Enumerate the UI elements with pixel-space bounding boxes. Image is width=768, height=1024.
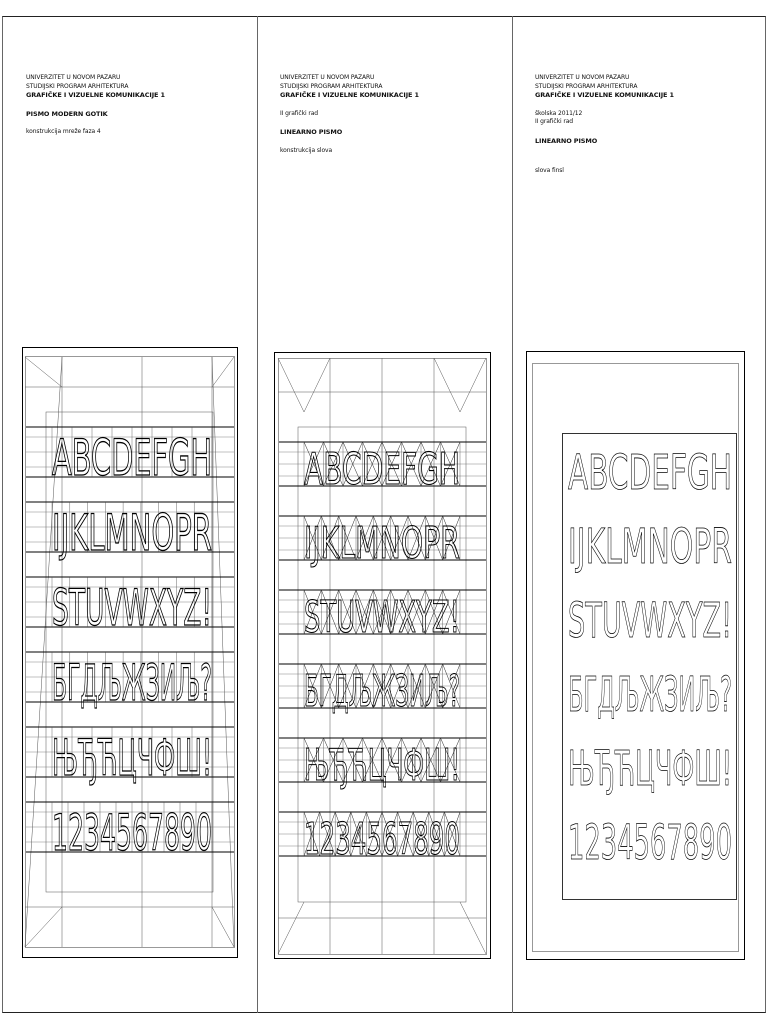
letter-row: 1234567890: [52, 804, 212, 862]
final-letters-drawing: [526, 351, 746, 961]
letter-row: STUVWXYZ!: [52, 579, 212, 637]
school-year: školska 2011/12: [535, 109, 583, 117]
sheet-subtitle: slova finsl: [535, 167, 564, 174]
letter-row: БГДЉЖЗИЉ?: [568, 667, 732, 723]
assignment-note: II grafički rad: [535, 118, 573, 125]
letter-row: IJKLMNOPR: [304, 518, 460, 569]
sheet-subtitle: konstrukcija slova: [280, 146, 333, 154]
letter-row: ABCDEFGH: [304, 444, 460, 495]
letter-row: STUVWXYZ!: [568, 593, 732, 649]
letter-row: STUVWXYZ!: [304, 592, 460, 643]
panel-modern-gotik: [2, 16, 257, 1013]
title-block: [280, 74, 500, 155]
letter-row: ЊЂЋЦЧФШ!: [568, 741, 732, 797]
panel-linearno-final: [513, 16, 766, 1013]
letter-row: 1234567890: [568, 815, 732, 871]
letter-row: БГДЉЖЗИЉ?: [304, 666, 460, 717]
university-name: UNIVERZITET U NOVOM PAZARU: [535, 74, 630, 81]
sheet-title: LINEARNO PISMO: [535, 136, 598, 145]
letter-row: ЊЂЋЦЧФШ!: [304, 740, 460, 791]
letter-grid-drawing: [22, 347, 239, 959]
letter-row: IJKLMNOPR: [568, 519, 732, 575]
program-name: STUDIJSKI PROGRAM ARHITEKTURA: [26, 82, 129, 90]
panel-linearno-konstrukcija: [258, 16, 512, 1013]
sheet-subtitle: konstrukcija mreže faza 4: [26, 128, 101, 135]
title-block: [26, 74, 246, 137]
course-name: GRAFIČKE I VIZUELNE KOMUNIKACIJE 1: [26, 91, 165, 99]
letter-row: ЊЂЋЦЧФШ!: [52, 729, 212, 787]
assignment-note: II grafički rad: [280, 109, 318, 117]
letter-rows: [26, 427, 234, 862]
program-name: STUDIJSKI PROGRAM ARHITEKTURA: [535, 82, 638, 90]
university-name: UNIVERZITET U NOVOM PAZARU: [26, 74, 121, 81]
course-name: GRAFIČKE I VIZUELNE KOMUNIKACIJE 1: [535, 91, 674, 99]
title-block: [535, 74, 755, 176]
letter-construction-drawing: [274, 352, 492, 960]
letter-row: БГДЉЖЗИЉ?: [52, 654, 212, 712]
letter-row: ABCDEFGH: [568, 445, 732, 501]
sheet-title: PISMO MODERN GOTIK: [26, 109, 108, 118]
university-name: UNIVERZITET U NOVOM PAZARU: [280, 74, 375, 81]
sheet-title: LINEARNO PISMO: [280, 128, 343, 136]
letter-rows: [279, 442, 486, 865]
letter-row: ABCDEFGH: [52, 429, 212, 487]
letter-rows: [568, 445, 732, 871]
letter-row: 1234567890: [304, 814, 460, 865]
course-name: GRAFIČKE I VIZUELNE KOMUNIKACIJE 1: [280, 91, 419, 99]
program-name: STUDIJSKI PROGRAM ARHITEKTURA: [280, 82, 383, 90]
letter-row: IJKLMNOPR: [52, 504, 212, 562]
